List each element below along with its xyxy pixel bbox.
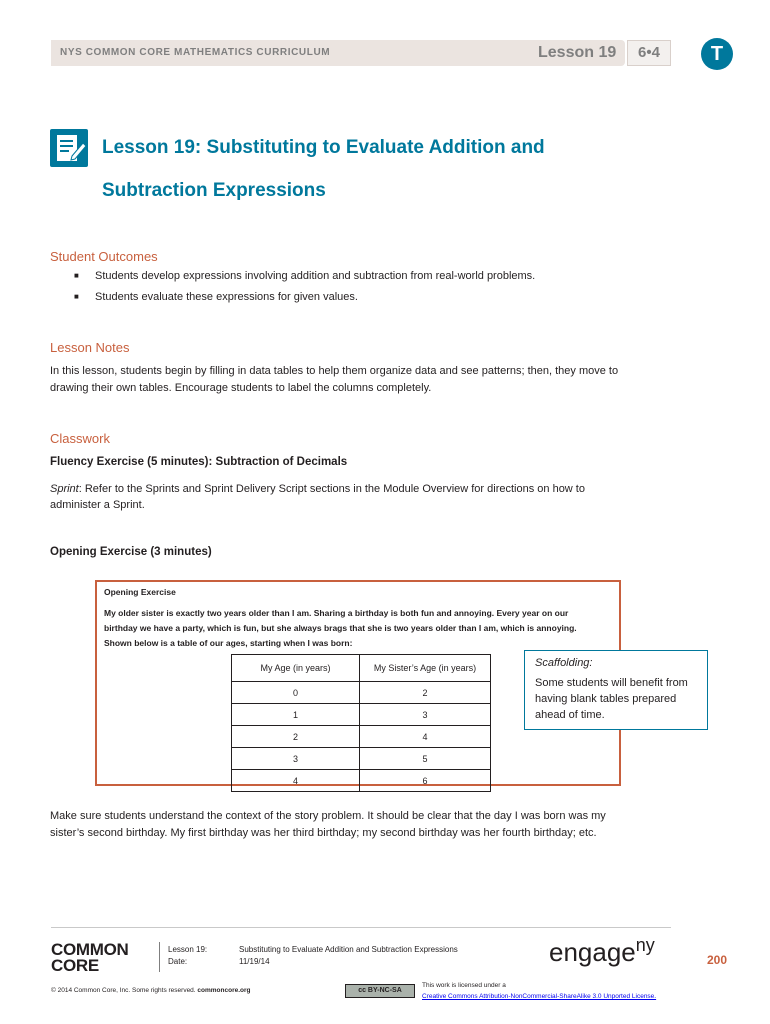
outcome-item: Students evaluate these expressions for given values. [95, 291, 358, 303]
student-outcomes-heading: Student Outcomes [50, 249, 158, 264]
engage-word: engage [549, 937, 636, 967]
license-link[interactable]: Creative Commons Attribution-NonCommercial-ShareAlike 3.0 Unported License. [422, 993, 657, 1000]
table-cell: 0 [232, 682, 360, 704]
sprint-text: : Refer to the Sprints and Sprint Delivery Script sections in the Module Overview for directions on how to [78, 483, 585, 495]
fluency-exercise-heading: Fluency Exercise (5 minutes): Subtraction of Decimals [50, 456, 348, 468]
copyright-site: commoncore.org [197, 987, 251, 994]
table-cell: 4 [360, 726, 491, 748]
license-line: This work is licensed under a [422, 982, 506, 989]
table-cell: 4 [232, 770, 360, 792]
sprint-line-2: administer a Sprint. [50, 499, 145, 511]
footer-lesson-title: Substituting to Evaluate Addition and Subtraction Expressions [239, 945, 458, 954]
lesson-notes-heading: Lesson Notes [50, 340, 130, 355]
classwork-heading: Classwork [50, 431, 110, 446]
exercise-text-line: My older sister is exactly two years older than I am. Sharing a birthday is both fun and annoying. Every year on our [104, 608, 569, 618]
lesson-title-line-1: Lesson 19: Substituting to Evaluate Addition and [102, 137, 545, 158]
lesson-notebook-icon [50, 129, 88, 167]
closing-line-2: sister’s second birthday. My first birthday was her third birthday; my second birthday was her fourth birthday; etc. [50, 827, 597, 839]
logo-line: CORE [51, 956, 99, 975]
curriculum-label: NYS COMMON CORE MATHEMATICS CURRICULUM [60, 47, 331, 58]
table-row [232, 682, 491, 704]
engageny-logo [549, 935, 655, 968]
scaffolding-title: Scaffolding: [535, 657, 593, 669]
table-cell: 3 [232, 748, 360, 770]
table-row [232, 726, 491, 748]
table-row [232, 770, 491, 792]
copyright-text [51, 985, 251, 997]
sprint-label: Sprint [50, 483, 79, 495]
table-cell: 2 [232, 726, 360, 748]
outcome-item: Students develop expressions involving addition and subtraction from real-world problems. [95, 270, 536, 282]
exercise-title: Opening Exercise [104, 587, 176, 597]
footer-values [239, 944, 458, 968]
table-header-row [232, 655, 491, 682]
table-cell: 2 [360, 682, 491, 704]
footer-divider [51, 927, 671, 928]
logo-line: COMMON [51, 940, 129, 959]
lesson-notes-line-1: In this lesson, students begin by filling in data tables to help them organize data and see patterns; then, they move to [50, 365, 619, 377]
table-cell: 6 [360, 770, 491, 792]
bullet-icon: ■ [74, 271, 79, 280]
bullet-icon: ■ [74, 292, 79, 301]
ages-table [231, 654, 491, 792]
table-cell: 3 [360, 704, 491, 726]
opening-exercise-heading: Opening Exercise (3 minutes) [50, 546, 212, 558]
ny-word: ny [635, 935, 655, 955]
footer-date-label: Date: [168, 957, 188, 966]
column-header-sister-age: My Sister’s Age (in years) [360, 655, 491, 682]
table-cell: 5 [360, 748, 491, 770]
lesson-notes-line-2: drawing their own tables. Encourage students to label the columns completely. [50, 382, 432, 394]
exercise-text [104, 606, 604, 651]
teacher-badge: T [701, 38, 733, 70]
footer-date: 11/19/14 [239, 957, 270, 966]
lesson-label: Lesson 19 [538, 44, 617, 61]
copyright-prefix: © 2014 Common Core, Inc. Some rights reserved. [51, 987, 198, 994]
exercise-text-line: birthday we have a party, which is fun, but she always brags that she is two years older than I am, which is annoying. [104, 623, 577, 633]
table-row [232, 748, 491, 770]
footer-labels [168, 944, 207, 968]
page-number: 200 [707, 953, 728, 967]
sprint-line-1 [50, 481, 585, 498]
column-header-my-age: My Age (in years) [232, 655, 360, 682]
closing-line-1: Make sure students understand the context of the story problem. It should be clear that the day I was born was my [50, 810, 606, 822]
cc-license-badge[interactable]: cc BY-NC-SA [345, 984, 415, 998]
footer-lesson-label: Lesson 19: [168, 945, 208, 954]
table-cell: 1 [232, 704, 360, 726]
table-row [232, 704, 491, 726]
footer-separator [159, 942, 160, 972]
module-badge: 6•4 [627, 40, 671, 66]
scaffolding-text: Some students will benefit from having blank tables prepared ahead of time. [535, 677, 688, 721]
common-core-logo [51, 942, 129, 974]
license-text [422, 980, 656, 1002]
exercise-text-line: Shown below is a table of our ages, starting when I was born: [104, 638, 353, 648]
lesson-title-line-2: Subtraction Expressions [102, 180, 326, 201]
